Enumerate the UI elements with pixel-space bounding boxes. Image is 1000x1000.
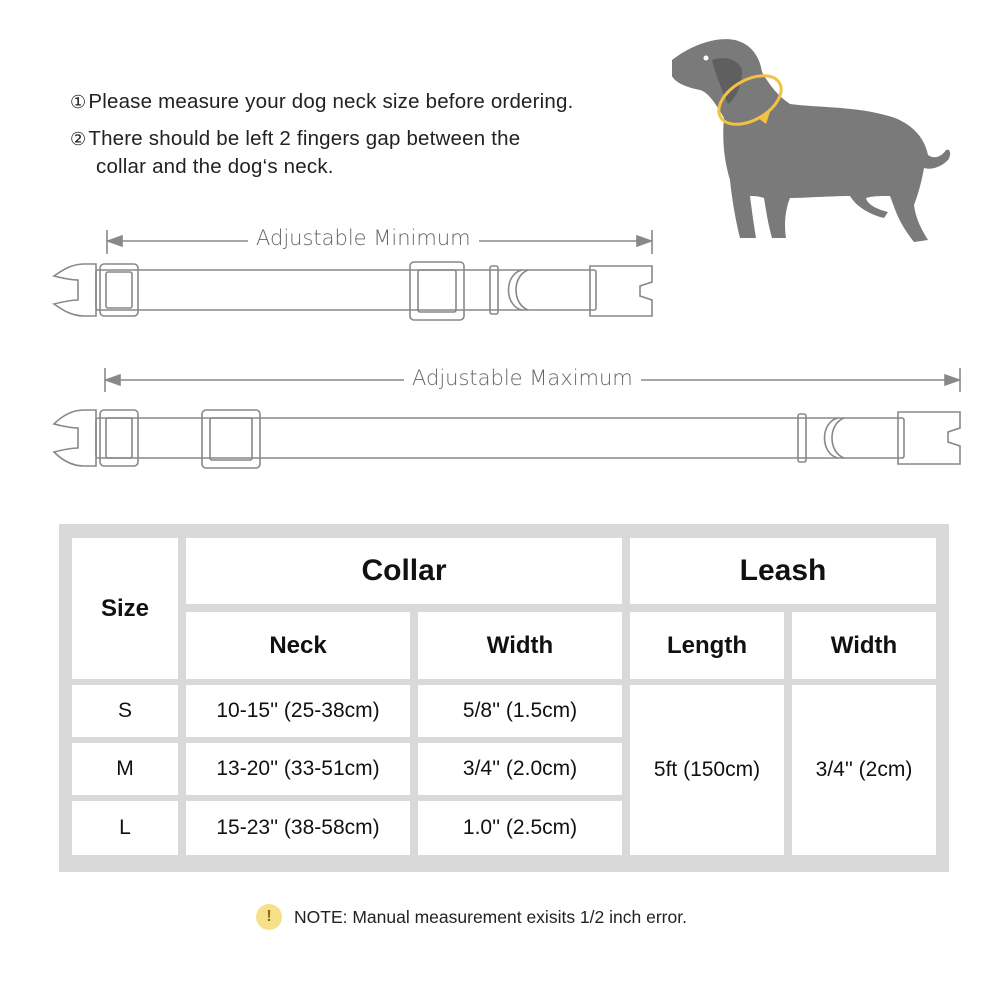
collar-header: Collar xyxy=(186,538,622,604)
min-keeper xyxy=(490,266,498,314)
instruction-1-number: ① xyxy=(70,92,87,112)
max-arrow-left-icon xyxy=(106,375,120,385)
min-buckle-female xyxy=(590,266,652,316)
note-text: NOTE: Manual measurement exisits 1/2 inch error. xyxy=(294,906,687,927)
size-header: Size xyxy=(72,538,178,679)
row-m-neck: 13-20'' (33-51cm) xyxy=(186,743,410,795)
max-arrow-right-icon xyxy=(945,375,959,385)
row-s-neck: 10-15'' (25-38cm) xyxy=(186,685,410,737)
leash-length-header: Length xyxy=(630,612,784,679)
measurement-note xyxy=(256,904,687,930)
instruction-2-text: There should be left 2 fingers gap between the xyxy=(88,127,521,150)
min-buckle-male xyxy=(54,264,96,316)
instruction-1-text: Please measure your dog neck size before ordering. xyxy=(88,90,574,113)
row-m-size: M xyxy=(72,743,178,795)
collar-neck-header: Neck xyxy=(186,612,410,679)
min-arrow-left-icon xyxy=(108,236,122,246)
row-s-width: 5/8'' (1.5cm) xyxy=(418,685,622,737)
dog-illustration xyxy=(672,39,950,242)
warning-icon: ! xyxy=(256,904,282,930)
collar-width-header: Width xyxy=(418,612,622,679)
adjustable-maximum-label: Adjustable Maximum xyxy=(404,366,641,390)
instruction-2-number: ② xyxy=(70,129,87,149)
leash-width-value: 3/4'' (2cm) xyxy=(792,685,936,855)
adjustable-minimum-label: Adjustable Minimum xyxy=(248,226,479,250)
leash-length-value: 5ft (150cm) xyxy=(630,685,784,855)
max-buckle-female xyxy=(898,412,960,464)
max-keeper xyxy=(798,414,806,462)
size-table xyxy=(59,524,949,872)
row-l-size: L xyxy=(72,801,178,855)
row-s-size: S xyxy=(72,685,178,737)
row-m-width: 3/4'' (2.0cm) xyxy=(418,743,622,795)
max-strap xyxy=(96,418,904,458)
row-l-neck: 15-23'' (38-58cm) xyxy=(186,801,410,855)
leash-width-header: Width xyxy=(792,612,936,679)
min-arrow-right-icon xyxy=(637,236,651,246)
leash-header: Leash xyxy=(630,538,936,604)
instruction-2-continued: collar and the dog‘s neck. xyxy=(96,155,334,178)
row-l-width: 1.0'' (2.5cm) xyxy=(418,801,622,855)
max-buckle-male xyxy=(54,410,96,466)
